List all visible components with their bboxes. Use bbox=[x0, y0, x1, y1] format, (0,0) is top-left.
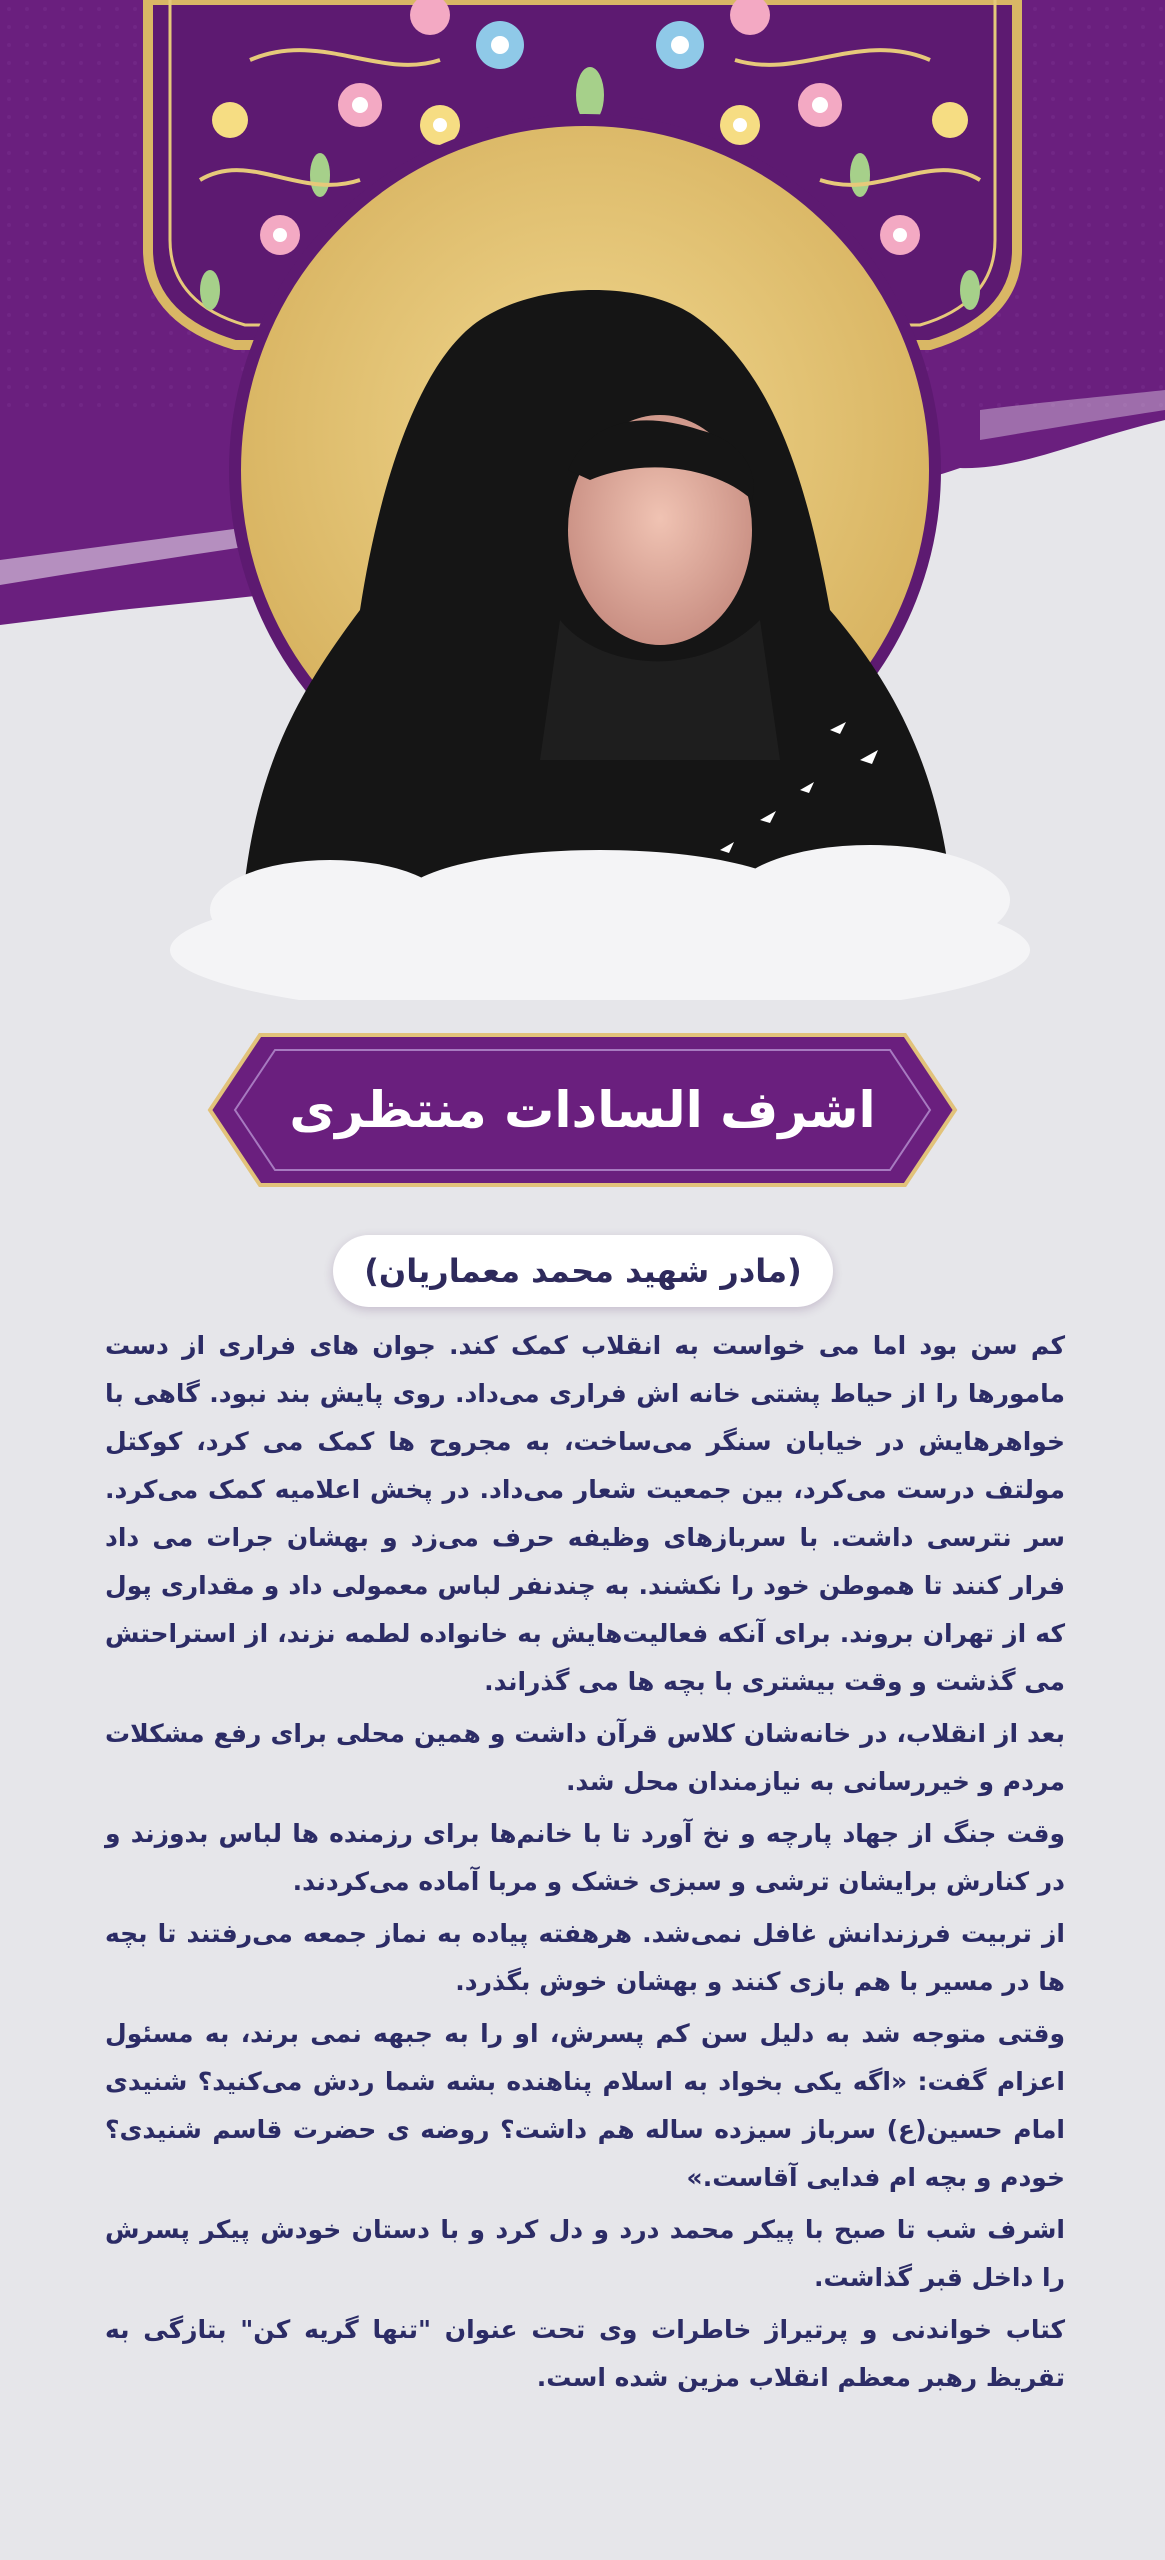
subtitle: (مادر شهید محمد معماریان) bbox=[364, 1252, 802, 1290]
bio-paragraph: کتاب خواندنی و پرتیراژ خاطرات وی تحت عنوان "تنها گریه کن" بتازگی به تقریظ رهبر معظم انقلاب مزین شده است. bbox=[105, 2315, 1065, 2392]
cloud-mist bbox=[170, 845, 1030, 1000]
page-title: اشرف السادات منتظری bbox=[289, 1081, 876, 1139]
bio-paragraph: وقت جنگ از جهاد پارچه و نخ آورد تا با خانم‌ها برای رزمنده ها لباس بدوزند و در کنارش برایشان ترشی و سبزی خشک و مربا آماده می‌کردند. bbox=[105, 1819, 1065, 1896]
bio-paragraph: از تربیت فرزندانش غافل نمی‌شد. هرهفته پیاده به نماز جمعه می‌رفتند تا بچه ها در مسیر با هم بازی کنند و بهشان خوش بگذرد. bbox=[105, 1919, 1065, 1996]
subtitle-badge bbox=[333, 1235, 833, 1307]
bio-paragraph: کم سن بود اما می خواست به انقلاب کمک کند. جوان های فراری از دست مامورها را از حیاط پشتی خانه اش فراری می‌داد. روی پایش بند نبود. گاهی با خواهرهایش در خیابان سنگر می‌ساخت، به مجروح ها کمک می کرد، کوکتل مولتف درست می‌کرد، بین جمعیت شعار می‌داد. در پخش اعلامیه کمک می‌کرد. سر نترسی داشت. با سربازهای وظیفه حرف می‌زد و بهشان جرات می داد فرار کنند تا هموطن خود را نکشند. به چندنفر لباس معمولی داد و مقداری پول که از تهران بروند. برای آنکه فعالیت‌هایش به خانواده لطمه نزند، از استراحتش می گذشت و وقت بیشتری با بچه ها می گذراند. bbox=[105, 1331, 1065, 1696]
biography-text bbox=[105, 1322, 1065, 2406]
bio-paragraph: اشرف شب تا صبح با پیکر محمد درد و دل کرد و با دستان خودش پیکر پسرش را داخل قبر گذاشت. bbox=[105, 2215, 1065, 2292]
decorative-header-artwork bbox=[0, 0, 1165, 1000]
bio-paragraph: بعد از انقلاب، در خانه‌شان کلاس قرآن داشت و همین محلی برای رفع مشکلات مردم و خیررسانی به نیازمندان محل شد. bbox=[105, 1719, 1065, 1796]
bio-paragraph: وقتی متوجه شد به دلیل سن کم پسرش، او را به جبهه نمی برند، به مسئول اعزام گفت: «اگه یکی بخواد به اسلام پناهنده بشه شما ردش می‌کنید؟ شنیدی امام حسین(ع) سرباز سیزده ساله هم داشت؟ روضه ی حضرت قاسم شنیدی؟ خودم و بچه ام فدایی آقاست.» bbox=[105, 2019, 1065, 2192]
